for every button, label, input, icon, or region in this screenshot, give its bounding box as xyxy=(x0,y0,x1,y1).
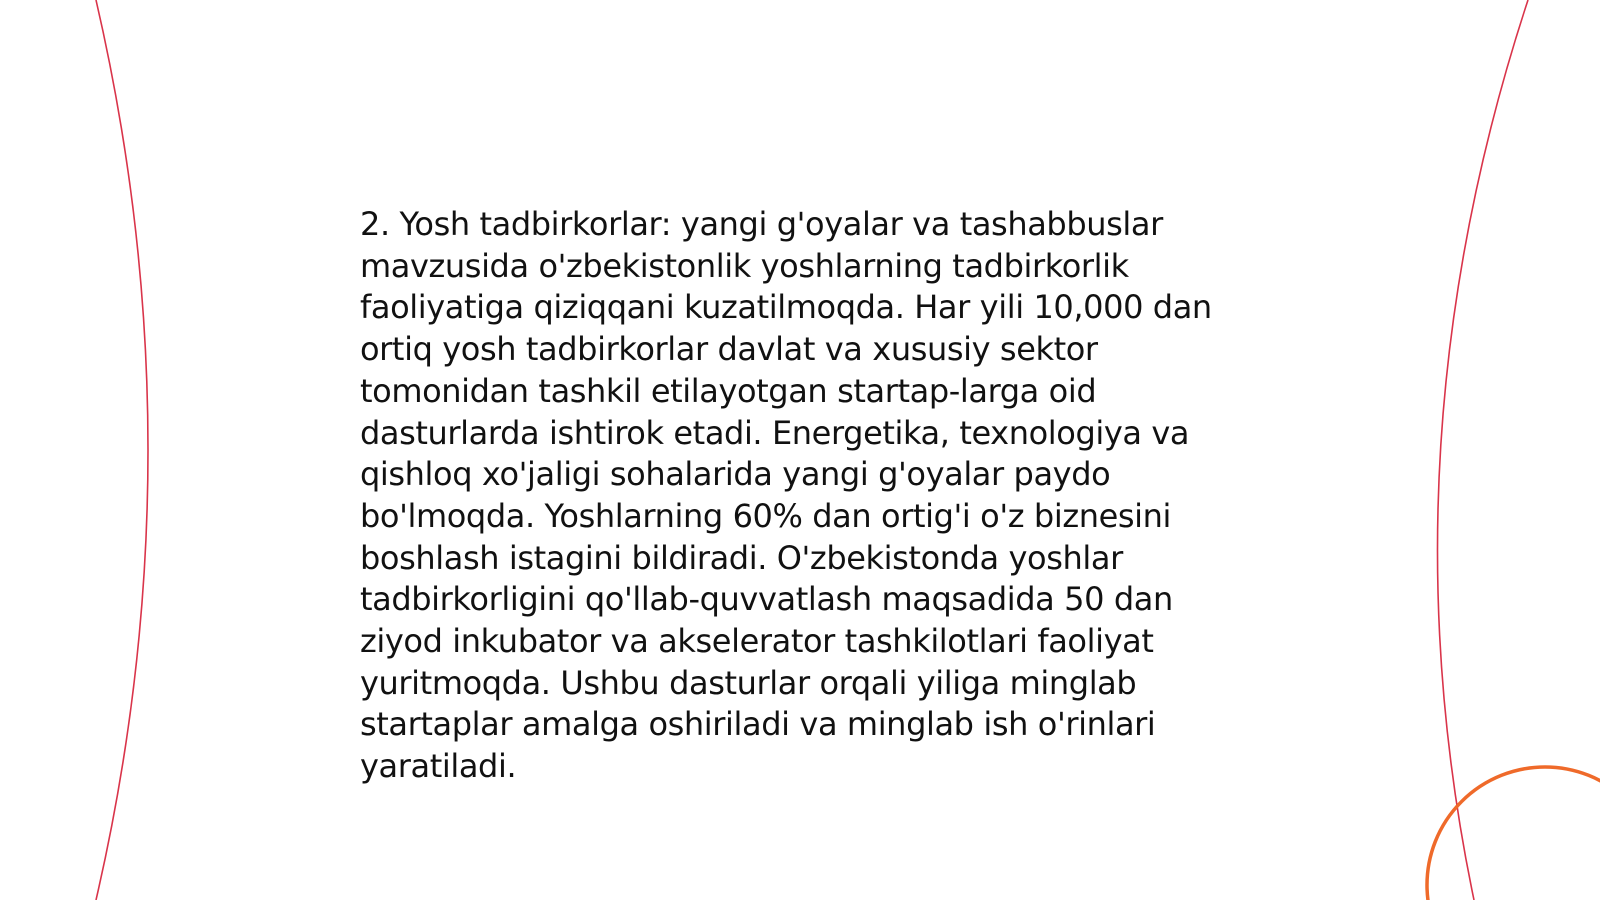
text-line: dasturlarda ishtirok etadi. Energetika, texnologiya va xyxy=(360,413,1190,452)
text-line: yuritmoqda. Ushbu dasturlar orqali yiliga minglab xyxy=(360,663,1137,702)
slide-body-text xyxy=(360,204,1260,788)
text-line: bo'lmoqda. Yoshlarning 60% dan ortig'i o'z biznesini xyxy=(360,496,1172,535)
text-line: 2. Yosh tadbirkorlar: yangi g'oyalar va tashabbuslar xyxy=(360,205,1163,243)
text-line: mavzusida o'zbekistonlik yoshlarning tadbirkorlik xyxy=(360,246,1129,285)
text-line: boshlash istagini bildiradi. O'zbekistonda yoshlar xyxy=(360,538,1123,577)
text-line: ortiq yosh tadbirkorlar davlat va xususiy sektor xyxy=(360,330,1098,369)
text-line: faoliyatiga qiziqqani kuzatilmoqda. Har yili 10,000 dan xyxy=(360,288,1212,327)
text-line: yaratiladi. xyxy=(360,747,517,786)
text-line: tomonidan tashkil etilayotgan startap-larga oid xyxy=(360,371,1097,410)
left-arc-line xyxy=(96,0,148,900)
text-line: qishloq xo'jaligi sohalarida yangi g'oyalar paydo xyxy=(360,455,1111,494)
right-arc-line xyxy=(1437,0,1528,900)
text-line: ziyod inkubator va akselerator tashkilotlari faoliyat xyxy=(360,622,1154,661)
text-line: startaplar amalga oshiriladi va minglab ish o'rinlari xyxy=(360,705,1156,744)
orange-circle-outline xyxy=(1427,767,1600,900)
text-line: tadbirkorligini qo'llab-quvvatlash maqsadida 50 dan xyxy=(360,580,1173,619)
